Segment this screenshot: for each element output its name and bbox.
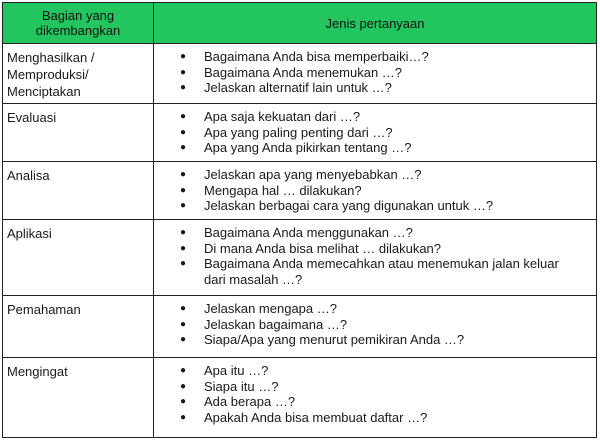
category-cell: Aplikasi [3, 220, 154, 296]
questions-cell [154, 44, 597, 104]
table-row [3, 220, 597, 296]
question-item: ● Jelaskan alternatif lain untuk …? [204, 80, 596, 96]
question-item: ● Siapa itu …? [204, 379, 596, 395]
question-item: ● Apa yang Anda pikirkan tentang …? [204, 140, 596, 156]
question-item: ● Siapa/Apa yang menurut pemikiran Anda …? [204, 332, 596, 348]
category-cell: Analisa [3, 162, 154, 220]
question-list [154, 301, 596, 348]
category-cell: Evaluasi [3, 104, 154, 162]
question-item: ● Ada berapa …? [204, 394, 596, 410]
question-item: ● Apa itu …? [204, 363, 596, 379]
header-developed-area: Bagian yang dikembangkan [3, 3, 154, 44]
questions-cell [154, 104, 597, 162]
question-item: ● Jelaskan mengapa …? [204, 301, 596, 317]
table-row [3, 358, 597, 438]
question-item: ● Bagaimana Anda memecahkan atau menemukan jalan keluar dari masalah …? [204, 256, 596, 287]
question-item: ● Bagaimana Anda bisa memperbaiki…? [204, 49, 596, 65]
question-item: ● Jelaskan apa yang menyebabkan …? [204, 167, 596, 183]
questions-cell [154, 296, 597, 358]
table-row [3, 162, 597, 220]
question-item: ● Jelaskan bagaimana …? [204, 317, 596, 333]
question-item: ● Apa yang paling penting dari …? [204, 125, 596, 141]
question-item: ● Apa saja kekuatan dari …? [204, 109, 596, 125]
question-item: ● Bagaimana Anda menggunakan …? [204, 225, 596, 241]
category-cell: Menghasilkan / Memproduksi/ Menciptakan [3, 44, 154, 104]
question-list [154, 49, 596, 96]
category-cell: Mengingat [3, 358, 154, 438]
table-row [3, 104, 597, 162]
questions-cell [154, 358, 597, 438]
question-list [154, 363, 596, 425]
table-row [3, 44, 597, 104]
questions-cell [154, 162, 597, 220]
question-list [154, 167, 596, 214]
question-list [154, 109, 596, 156]
questions-cell [154, 220, 597, 296]
table-row [3, 296, 597, 358]
category-cell: Pemahaman [3, 296, 154, 358]
question-item: ● Apakah Anda bisa membuat daftar …? [204, 410, 596, 426]
question-types-table [2, 2, 597, 438]
question-item: ● Mengapa hal … dilakukan? [204, 183, 596, 199]
question-item: ● Jelaskan berbagai cara yang digunakan untuk …? [204, 198, 596, 214]
question-list [154, 225, 596, 287]
table-header-row [3, 3, 597, 44]
header-question-type: Jenis pertanyaan [154, 3, 597, 44]
question-item: ● Bagaimana Anda menemukan …? [204, 65, 596, 81]
question-item: ● Di mana Anda bisa melihat … dilakukan? [204, 241, 596, 257]
